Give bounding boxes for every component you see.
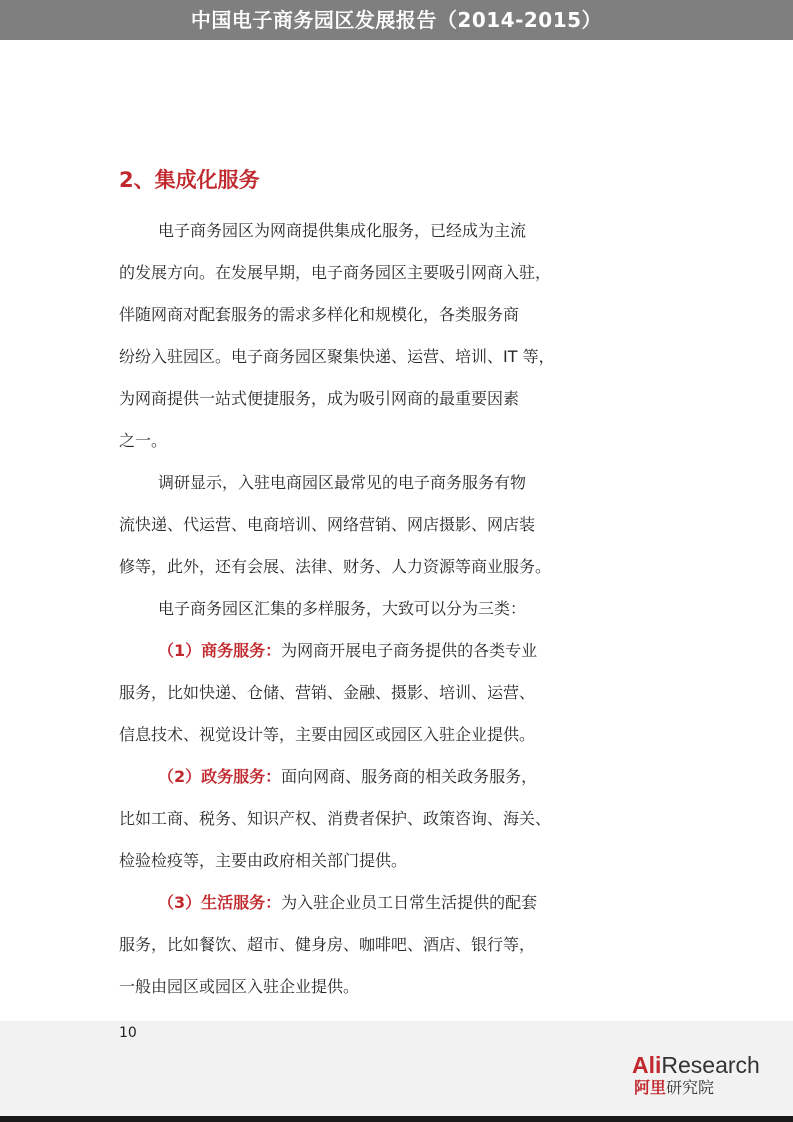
text-line: 的发展方向。在发展早期，电子商务园区主要吸引网商入驻， — [119, 263, 552, 282]
paragraph-life-services — [119, 882, 539, 1008]
aliresearch-logo — [632, 1052, 777, 1098]
paragraph-1 — [119, 210, 555, 462]
paragraph-2 — [119, 462, 552, 588]
section-title: 2、集成化服务 — [119, 168, 260, 192]
logo-chinese — [634, 1078, 777, 1098]
text-line: 比如工商、税务、知识产权、消费者保护、政策咨询、海关、 — [119, 809, 552, 828]
paragraph-business-services — [119, 630, 539, 756]
text-line: 信息技术、视觉设计等，主要由园区或园区入驻企业提供。 — [119, 725, 536, 744]
text-line: 纷纷入驻园区。电子商务园区聚集快递、运营、培训、IT 等， — [119, 347, 555, 366]
body-text — [119, 210, 555, 1008]
text-line: 为网商提供一站式便捷服务，成为吸引网商的最重要因素 — [119, 389, 520, 408]
text-line: 之一。 — [119, 431, 168, 450]
text-line: 服务，比如餐饮、超市、健身房、咖啡吧、酒店、银行等， — [119, 935, 536, 954]
category-label: （1）商务服务： — [158, 641, 282, 660]
text-line: 一般由园区或园区入驻企业提供。 — [119, 977, 360, 996]
page-number: 10 — [119, 1025, 137, 1041]
text-line: 伴随网商对配套服务的需求多样化和规模化，各类服务商 — [119, 305, 520, 324]
text-line: 流快递、代运营、电商培训、网络营销、网店摄影、网店装 — [119, 515, 536, 534]
category-label: （2）政务服务： — [158, 767, 282, 786]
text-line — [119, 630, 539, 672]
text-line: 电子商务园区为网商提供集成化服务，已经成为主流 — [158, 221, 527, 240]
text-line: 服务，比如快递、仓储、营销、金融、摄影、培训、运营、 — [119, 683, 536, 702]
logo-ali-cn: 阿里 — [634, 1078, 667, 1097]
report-header: 中国电子商务园区发展报告（2014-2015） — [0, 0, 793, 40]
logo-institute: 研究院 — [666, 1078, 715, 1097]
category-text: 面向网商、服务商的相关政务服务， — [281, 767, 538, 786]
category-label: （3）生活服务： — [158, 893, 282, 912]
bottom-bar — [0, 1116, 793, 1122]
paragraph-government-services — [119, 756, 552, 882]
category-text: 为入驻企业员工日常生活提供的配套 — [281, 893, 538, 912]
logo-ali: Ali — [632, 1052, 662, 1078]
text-line: 调研显示，入驻电商园区最常见的电子商务服务有物 — [158, 473, 527, 492]
category-text: 为网商开展电子商务提供的各类专业 — [281, 641, 538, 660]
text-line: 电子商务园区汇集的多样服务，大致可以分为三类： — [158, 599, 527, 618]
text-line: 检验检疫等，主要由政府相关部门提供。 — [119, 851, 408, 870]
paragraph-3 — [119, 588, 539, 630]
logo-wordmark — [632, 1052, 777, 1078]
text-line: 修等，此外，还有会展、法律、财务、人力资源等商业服务。 — [119, 557, 552, 576]
logo-research: Research — [661, 1052, 760, 1078]
text-line — [119, 882, 539, 924]
text-line — [119, 756, 539, 798]
